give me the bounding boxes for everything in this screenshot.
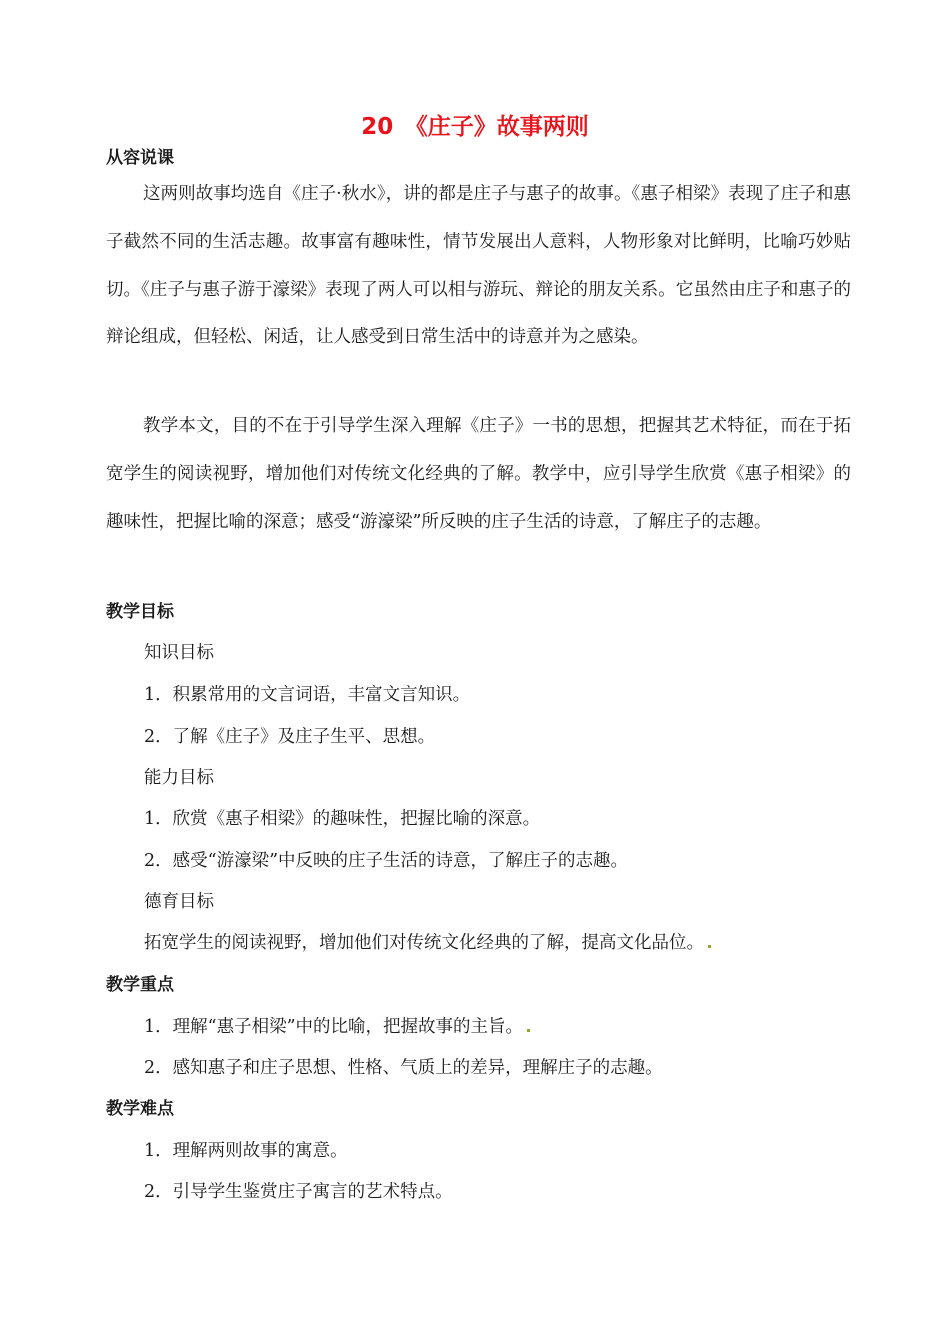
ability-goal-item: 1．欣赏《惠子相梁》的趣味性，把握比喻的深意。 (144, 809, 541, 829)
difficulty-item: 1．理解两则故事的寓意。 (144, 1141, 348, 1161)
ability-goal-label: 能力目标 (144, 768, 214, 788)
section-heading-goals: 教学目标 (106, 602, 174, 622)
ability-goal-item: 2．感受“游濠梁”中反映的庄子生活的诗意，了解庄子的志趣。 (144, 851, 629, 871)
decorative-dot (527, 1029, 530, 1032)
decorative-dot (708, 945, 711, 948)
difficulty-item: 2．引导学生鉴赏庄子寓言的艺术特点。 (144, 1182, 453, 1202)
section-heading-difficulties: 教学难点 (106, 1099, 174, 1119)
moral-goal-item (144, 931, 711, 955)
document-title: 20 《庄子》故事两则 (361, 114, 589, 140)
intro-paragraph-2: 教学本文，目的不在于引导学生深入理解《庄子》一书的思想，把握其艺术特征，而在于拓宽学生的阅读视野，增加他们对传统文化经典的了解。教学中，应引导学生欣赏《惠子相梁》的趣味性，把握比喻的深意；感受“游濠梁”所反映的庄子生活的诗意，了解庄子的志趣。 (106, 416, 851, 532)
moral-goal-label: 德育目标 (144, 892, 214, 912)
knowledge-goal-item: 2．了解《庄子》及庄子生平、思想。 (144, 727, 436, 747)
intro-paragraph-1: 这两则故事均选自《庄子·秋水》，讲的都是庄子与惠子的故事。《惠子相梁》表现了庄子和惠子截然不同的生活志趣。故事富有趣味性，情节发展出人意料，人物形象对比鲜明，比喻巧妙贴切。《庄子与惠子游于濠梁》表现了两人可以相与游玩、辩论的朋友关系。它虽然由庄子和惠子的辩论组成，但轻松、闲适，让人感受到日常生活中的诗意并为之感染。 (106, 184, 851, 348)
knowledge-goal-label: 知识目标 (144, 643, 214, 663)
key-point-item (144, 1015, 530, 1039)
section-heading-intro: 从容说课 (106, 148, 174, 168)
moral-goal-text: 拓宽学生的阅读视野，增加他们对传统文化经典的了解，提高文化品位。 (144, 933, 704, 953)
key-point-item: 2．感知惠子和庄子思想、性格、气质上的差异，理解庄子的志趣。 (144, 1058, 663, 1078)
key-point-text: 1．理解“惠子相梁”中的比喻，把握故事的主旨。 (144, 1017, 524, 1037)
section-heading-key-points: 教学重点 (106, 975, 174, 995)
knowledge-goal-item: 1．积累常用的文言词语，丰富文言知识。 (144, 685, 471, 705)
